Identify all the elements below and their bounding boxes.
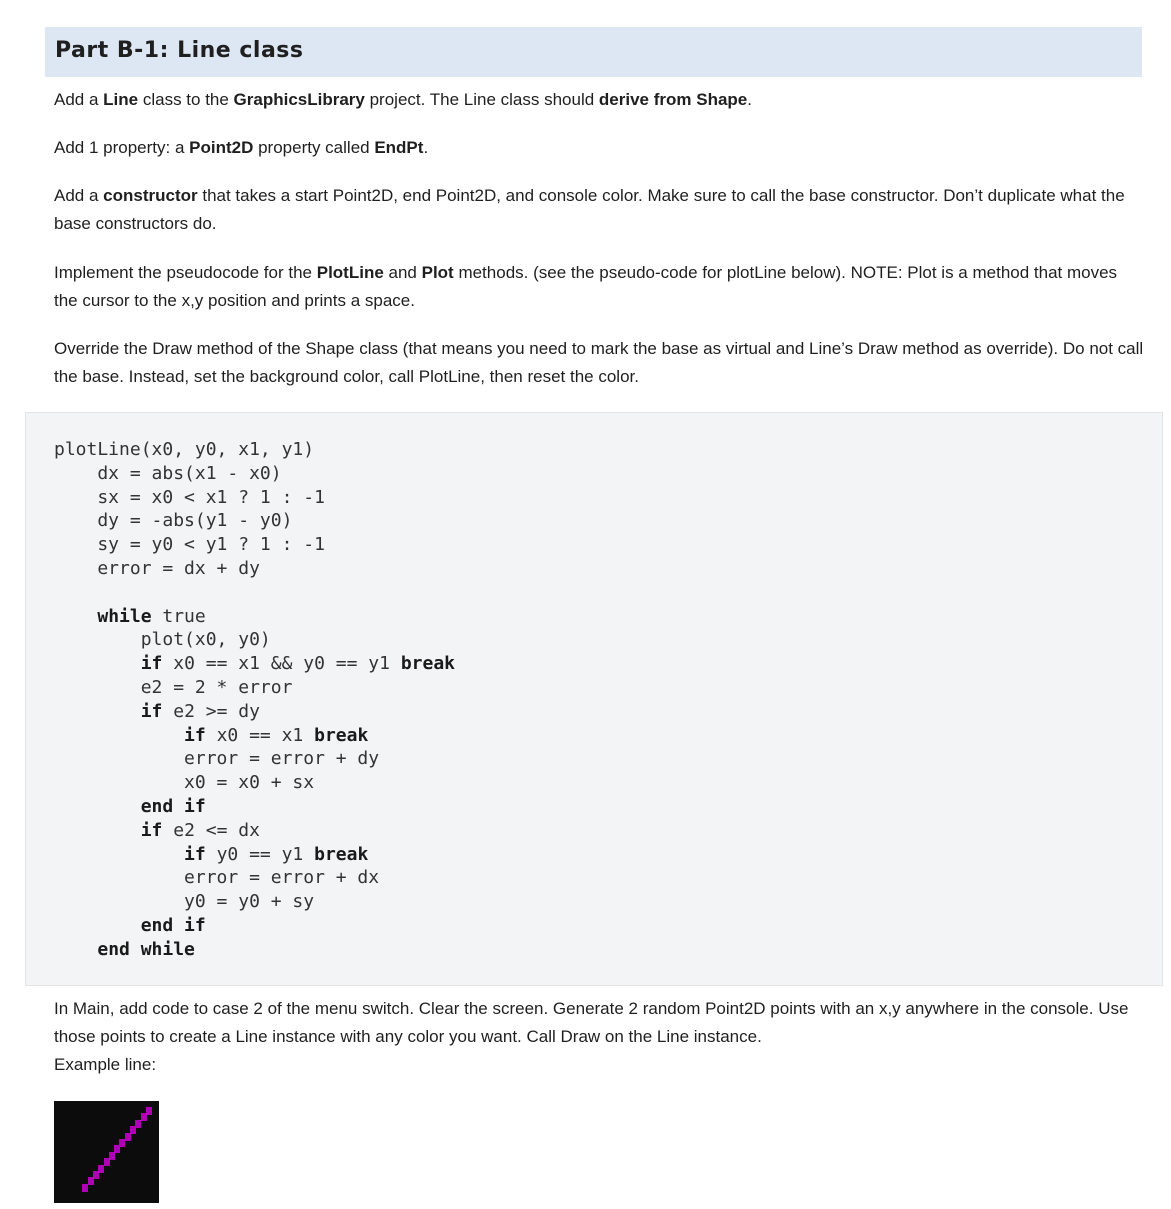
page-title: Part B-1: Line class xyxy=(55,38,304,63)
example-line-pixel xyxy=(98,1165,104,1173)
code-keyword: end if xyxy=(140,795,206,817)
code-keyword: break xyxy=(314,843,369,865)
paragraph-constructor xyxy=(54,182,1144,238)
text-run: and xyxy=(383,263,422,282)
code-text xyxy=(54,915,141,936)
code-text: plot(x0, y0) xyxy=(54,629,271,651)
paragraph-main-instructions xyxy=(54,995,1144,1051)
code-text xyxy=(54,653,141,674)
text-run: Add a xyxy=(54,90,104,109)
code-line xyxy=(54,820,260,841)
text-run: Line xyxy=(103,90,139,109)
code-text xyxy=(54,844,184,865)
example-line-pixel xyxy=(119,1139,125,1147)
example-line-pixel xyxy=(125,1133,131,1141)
code-line xyxy=(54,891,314,912)
code-text: error = error + dy xyxy=(54,748,380,770)
code-text: error = error + dx xyxy=(54,867,380,889)
text-run: Add 1 property: a xyxy=(54,138,190,157)
text-run: Add a xyxy=(54,186,104,205)
code-line xyxy=(54,725,368,746)
text-run: Example line: xyxy=(54,1055,157,1074)
text-run: constructor xyxy=(103,186,198,205)
code-line xyxy=(54,772,314,793)
text-run: GraphicsLibrary xyxy=(233,90,365,109)
example-line-pixel xyxy=(88,1177,94,1185)
example-line-pixel xyxy=(135,1120,141,1128)
code-text xyxy=(54,701,141,722)
code-keyword: if xyxy=(140,819,163,841)
code-line xyxy=(54,534,325,555)
code-line xyxy=(54,844,368,865)
code-text: sy = y0 < y1 ? 1 : -1 xyxy=(54,534,325,556)
code-text xyxy=(54,939,97,960)
code-line xyxy=(54,653,455,674)
paragraph-example-label xyxy=(54,1051,1144,1079)
code-keyword: if xyxy=(140,700,163,722)
code-line xyxy=(54,701,260,722)
example-line-pixel xyxy=(93,1171,99,1179)
code-line xyxy=(54,748,379,769)
code-keyword: break xyxy=(400,653,455,675)
code-line xyxy=(54,915,206,936)
code-text xyxy=(54,820,141,841)
code-line xyxy=(54,606,206,627)
code-text: error = dx + dy xyxy=(54,557,260,579)
code-text: x0 == x1 && y0 == y1 xyxy=(162,653,401,675)
text-run: that takes a start Point2D, end Point2D, and console color. Make sure to call the base constructor. Don’t duplicate what the base constructors do. xyxy=(54,186,1125,233)
code-line xyxy=(54,439,314,460)
text-run: class to the xyxy=(138,90,234,109)
example-line-pixel xyxy=(130,1126,136,1134)
code-text: dy = -abs(y1 - y0) xyxy=(54,510,293,532)
code-line xyxy=(54,867,379,888)
code-keyword: end if xyxy=(140,914,206,936)
code-text: e2 = 2 * error xyxy=(54,676,293,698)
section-header xyxy=(45,27,1142,77)
code-line xyxy=(54,487,325,508)
code-keyword: end while xyxy=(97,938,195,960)
text-run: Plot xyxy=(421,263,454,282)
example-line-pixel xyxy=(146,1107,152,1115)
code-keyword: if xyxy=(184,724,206,746)
code-text xyxy=(54,796,141,817)
code-text: x0 = x0 + sx xyxy=(54,772,315,794)
code-text: true xyxy=(151,605,206,627)
code-text: x0 == x1 xyxy=(205,724,315,746)
code-text: e2 <= dx xyxy=(162,819,260,841)
example-line-pixel xyxy=(141,1113,147,1121)
code-line xyxy=(54,463,282,484)
text-run: derive from Shape xyxy=(598,90,748,109)
text-run: PlotLine xyxy=(316,263,384,282)
code-text: sx = x0 < x1 ? 1 : -1 xyxy=(54,486,325,508)
text-run: Implement the pseudocode for the xyxy=(54,263,317,282)
pseudocode-block xyxy=(25,412,1163,986)
text-run: Point2D xyxy=(189,138,254,157)
example-line-pixel xyxy=(109,1152,115,1160)
example-line-pixel xyxy=(104,1158,110,1166)
text-run: project. The Line class should xyxy=(364,90,599,109)
code-text: plotLine(x0, y0, x1, y1) xyxy=(54,439,315,460)
code-keyword: if xyxy=(184,843,206,865)
text-run: . xyxy=(423,138,429,157)
text-run: property called xyxy=(253,138,375,157)
code-line xyxy=(54,629,271,650)
text-run: methods. (see the pseudo-code for plotLine below). NOTE: Plot is a method that moves the cursor to the x,y position and prints a space. xyxy=(54,263,1118,310)
paragraph-override-draw xyxy=(54,335,1144,391)
code-text: e2 >= dy xyxy=(162,700,260,722)
paragraph-implement-pseudocode xyxy=(54,259,1144,315)
example-line-image xyxy=(54,1101,159,1203)
paragraph-add-line-class xyxy=(54,86,1144,114)
code-keyword: break xyxy=(314,724,369,746)
code-text: y0 = y0 + sy xyxy=(54,891,315,913)
example-line-pixel xyxy=(114,1145,120,1153)
code-text xyxy=(54,725,184,746)
code-line xyxy=(54,796,206,817)
text-run: . xyxy=(747,90,752,109)
code-keyword: while xyxy=(97,605,152,627)
text-run: Override the Draw method of the Shape class (that means you need to mark the base as virtual and Line’s Draw method as override). Do not call the base. Instead, set the background color, call PlotLine, then reset the color. xyxy=(54,339,1144,386)
code-line xyxy=(54,558,260,579)
code-text: y0 == y1 xyxy=(205,843,315,865)
pseudocode-text xyxy=(54,438,455,962)
code-text xyxy=(54,606,97,627)
code-line xyxy=(54,939,195,960)
example-line-pixel xyxy=(82,1184,88,1192)
code-keyword: if xyxy=(140,653,163,675)
code-line xyxy=(54,510,292,531)
paragraph-add-property xyxy=(54,134,1144,162)
text-run: EndPt xyxy=(374,138,424,157)
text-run: In Main, add code to case 2 of the menu switch. Clear the screen. Generate 2 random Point2D points with an x,y anywhere in the console. Use those points to create a Line instance with any color you want. Call Draw on the Line instance. xyxy=(54,999,1129,1046)
code-text: dx = abs(x1 - x0) xyxy=(54,462,282,484)
code-line xyxy=(54,677,292,698)
